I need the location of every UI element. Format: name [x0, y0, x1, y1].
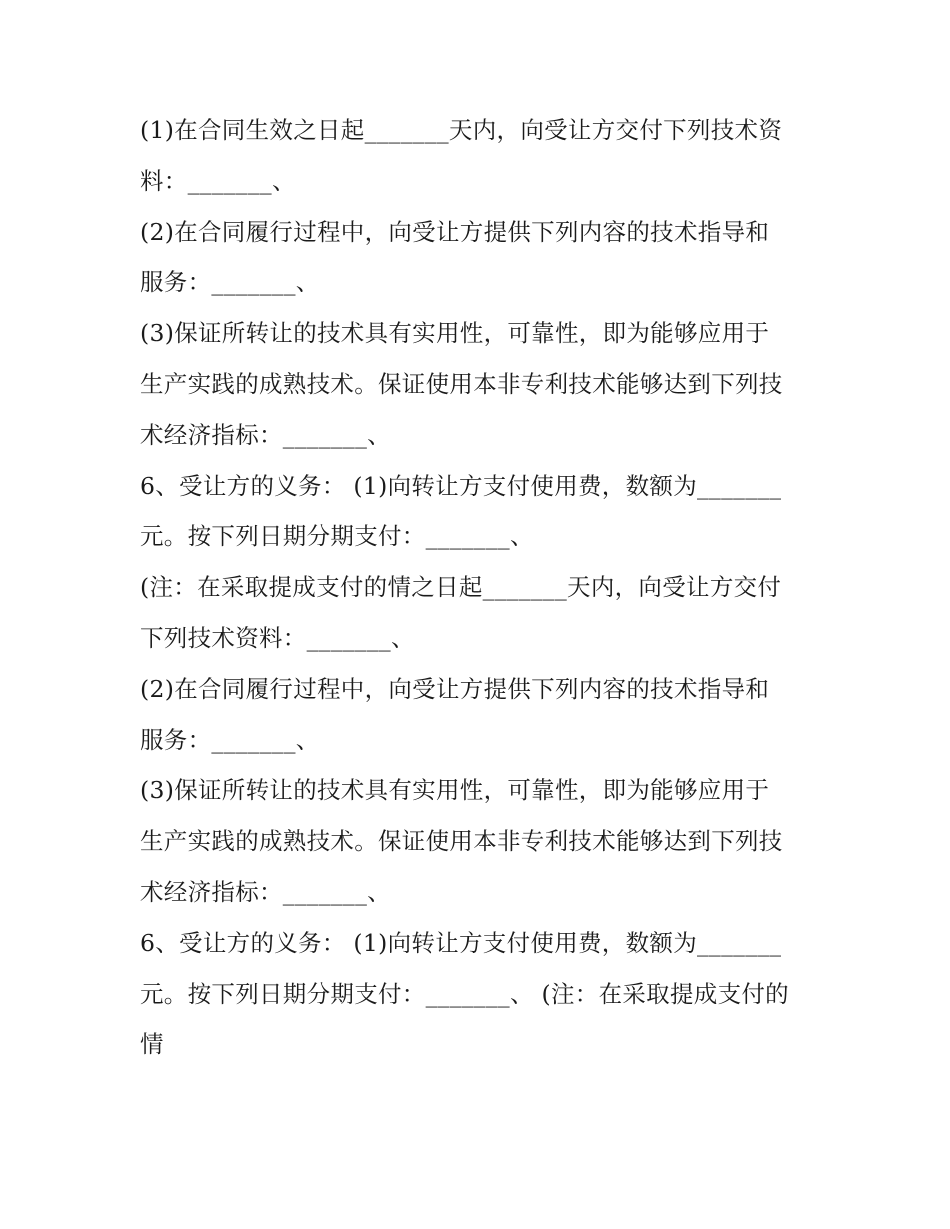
text-line: 生产实践的成熟技术。保证使用本非专利技术能够达到下列技	[140, 369, 783, 398]
text-line: 6、受让方的义务： (1)向转让方支付使用费，数额为_______	[140, 471, 782, 500]
text-line: (3)保证所转让的技术具有实用性，可靠性，即为能够应用于	[140, 319, 770, 348]
text-line: (2)在合同履行过程中，向受让方提供下列内容的技术指导和	[140, 217, 770, 246]
text-line: 术经济指标：_______、	[140, 877, 391, 906]
text-line: 情	[140, 1030, 164, 1059]
text-line: (3)保证所转让的技术具有实用性，可靠性，即为能够应用于	[140, 776, 770, 805]
text-line: 元。按下列日期分期支付：_______、	[140, 522, 534, 551]
text-line: 6、受让方的义务： (1)向转让方支付使用费，数额为_______	[140, 928, 782, 957]
document-body	[140, 105, 830, 1070]
text-line: 料：_______、	[140, 166, 296, 195]
text-line: 服务：_______、	[140, 725, 320, 754]
text-line: 生产实践的成熟技术。保证使用本非专利技术能够达到下列技	[140, 827, 783, 856]
text-line: (注：在采取提成支付的情之日起_______天内，向受让方交付	[140, 573, 782, 602]
text-line: 元。按下列日期分期支付：_______、 (注：在采取提成支付的	[140, 979, 789, 1008]
text-line: 服务：_______、	[140, 268, 320, 297]
text-line: 下列技术资料：_______、	[140, 623, 415, 652]
text-line: (1)在合同生效之日起_______天内，向受让方交付下列技术资	[140, 116, 783, 144]
text-line: (2)在合同履行过程中，向受让方提供下列内容的技术指导和	[140, 674, 770, 703]
text-line: 术经济指标：_______、	[140, 420, 391, 449]
